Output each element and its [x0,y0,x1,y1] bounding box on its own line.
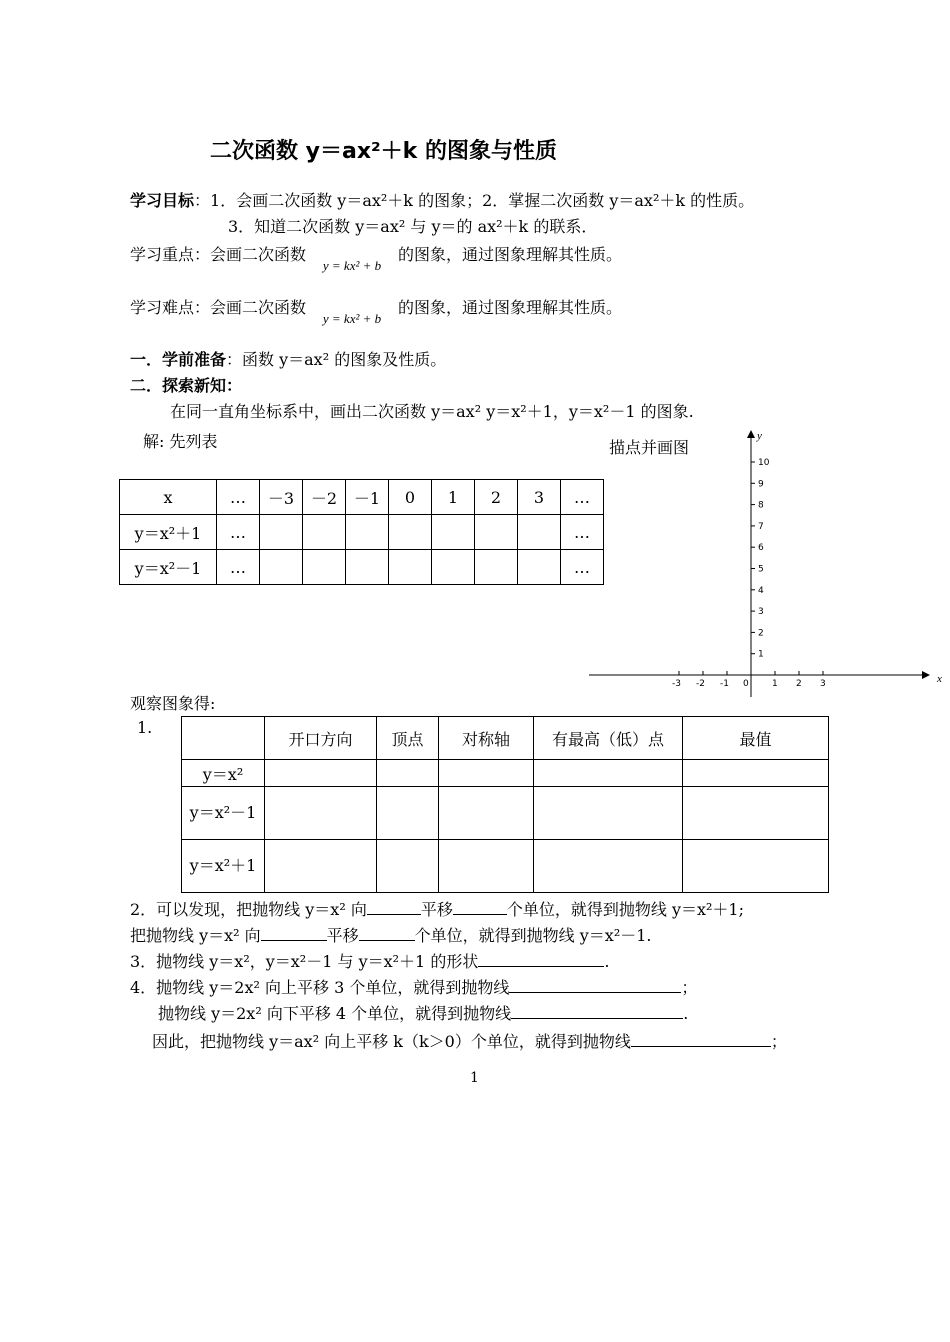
y-tick-label: 1 [758,649,764,660]
key-point-prefix: 学习重点：会画二次函数 [130,245,307,264]
answer-blank[interactable] [631,1030,771,1047]
difficulty-suffix: 的图象，通过图象理解其性质。 [398,298,623,317]
row-label-cell: y＝x²＋1 [120,515,217,550]
q2b-text-2: 平移 [326,926,359,945]
empty-cell[interactable] [265,760,377,787]
origin-label: 0 [743,679,749,689]
q3-text-1: 3．抛物线 y＝x²，y＝x²－1 与 y＝x²＋1 的形状 [130,952,479,971]
section-2-label: 二．探索新知： [130,376,243,395]
value-table [119,479,604,585]
y-tick-label: 9 [758,479,764,490]
table-row [182,717,829,760]
y-ticks [751,458,770,660]
x-cell: 2 [475,480,518,515]
q2a-text-2: 平移 [420,900,453,919]
table-row [120,550,604,585]
x-cell: … [561,480,604,515]
x-axis-label: x [937,673,942,685]
x-cell: 1 [432,480,475,515]
x-cell: 3 [518,480,561,515]
difficulty [130,297,623,326]
q3-text-2: . [604,952,610,971]
section-1-text: ：函数 y＝ax² 的图象及性质。 [226,350,447,369]
empty-cell[interactable] [475,550,518,585]
empty-cell[interactable] [683,840,829,893]
objectives-line-2: 3．知道二次函数 y＝ax² 与 y＝的 ax²＋k 的联系． [228,217,598,236]
empty-cell[interactable] [377,840,439,893]
y-tick-label: 3 [758,607,764,618]
question-4c [152,1030,787,1053]
empty-cell[interactable] [432,550,475,585]
q2a-text-3: 个单位，就得到抛物线 y＝x²＋1; [506,900,744,919]
answer-blank[interactable] [261,924,327,941]
row-label-cell: y＝x²－1 [120,550,217,585]
answer-blank[interactable] [359,924,415,941]
empty-cell[interactable] [475,515,518,550]
q4a-text-2: ； [681,978,698,997]
header-cell: 开口方向 [265,717,377,760]
empty-cell[interactable] [260,550,303,585]
empty-cell[interactable] [439,840,534,893]
empty-cell[interactable] [518,550,561,585]
empty-cell[interactable] [303,550,346,585]
q4c-text-2: ； [770,1032,787,1051]
x-tick-label: 3 [820,679,826,689]
key-point-suffix: 的图象，通过图象理解其性质。 [398,245,623,264]
y-axis-label: y [757,430,762,442]
solution-label: 解: 先列表 [143,432,218,451]
header-cell: 对称轴 [439,717,534,760]
empty-cell[interactable] [389,515,432,550]
x-cell: －1 [346,480,389,515]
properties-table [181,716,829,893]
y-tick-label: 4 [758,585,764,596]
x-cell: －3 [260,480,303,515]
x-tick-label: 1 [772,679,778,689]
observe-label: 观察图象得: [130,694,216,713]
x-cell: －2 [303,480,346,515]
question-2a [130,898,744,921]
empty-cell[interactable] [265,787,377,840]
question-3 [130,950,609,973]
ellipsis-cell: … [217,515,260,550]
empty-cell[interactable] [439,760,534,787]
table-row [182,840,829,893]
empty-cell[interactable] [518,515,561,550]
row-label-cell: y＝x²－1 [182,787,265,840]
ellipsis-cell: … [561,515,604,550]
x-tick-label: -1 [720,679,729,689]
objectives-label: 学习目标 [130,191,195,210]
section-1-label: 一．学前准备 [130,350,227,369]
x-tick-label: 2 [796,679,802,689]
task-text: 在同一直角坐标系中，画出二次函数 y＝ax² y＝x²＋1，y＝x²－1 的图象. [170,402,694,421]
x-header-cell: x [120,480,217,515]
empty-cell[interactable] [534,787,683,840]
question-4b [158,1002,688,1025]
q2b-text-3: 个单位，就得到抛物线 y＝x²－1. [414,926,652,945]
empty-cell[interactable] [260,515,303,550]
x-ticks [672,671,826,689]
empty-cell[interactable] [389,550,432,585]
y-tick-label: 5 [758,564,764,575]
q4b-text-2: . [683,1004,689,1023]
answer-blank[interactable] [478,950,604,967]
q4b-text-1: 抛物线 y＝2x² 向下平移 4 个单位，就得到抛物线 [158,1004,512,1023]
table-row [120,515,604,550]
empty-cell[interactable] [683,760,829,787]
empty-cell[interactable] [265,840,377,893]
header-cell [182,717,265,760]
empty-cell[interactable] [534,840,683,893]
difficulty-formula: y = kx² + b [322,311,382,326]
empty-cell[interactable] [346,515,389,550]
table-row [120,480,604,515]
answer-blank[interactable] [511,1002,683,1019]
y-tick-label: 2 [758,628,764,639]
ellipsis-cell: … [217,550,260,585]
coordinate-graph [585,425,945,705]
y-tick-label: 10 [758,458,770,468]
ellipsis-cell: … [561,550,604,585]
answer-blank[interactable] [453,898,507,915]
q4c-text-1: 因此，把抛物线 y＝ax² 向上平移 k（k＞0）个单位，就得到抛物线 [152,1032,631,1051]
page-number: 1 [470,1070,479,1086]
header-cell: 最值 [683,717,829,760]
empty-cell[interactable] [377,787,439,840]
question-2b [130,924,652,947]
x-cell: … [217,480,260,515]
row-label-cell: y＝x² [182,760,265,787]
empty-cell[interactable] [303,515,346,550]
graph-label: 描点并画图 [609,438,690,457]
row-label-cell: y＝x²＋1 [182,840,265,893]
page-title: 二次函数 y＝ax²＋k 的图象与性质 [210,139,557,164]
x-tick-label: -2 [696,679,705,689]
y-tick-label: 6 [758,543,764,554]
empty-cell[interactable] [432,515,475,550]
empty-cell[interactable] [439,787,534,840]
y-tick-label: 8 [758,500,764,511]
y-tick-label: 7 [758,521,764,532]
empty-cell[interactable] [683,787,829,840]
table-row [182,760,829,787]
objectives-line-1 [130,190,754,212]
q2b-text-1: 把抛物线 y＝x² 向 [130,926,261,945]
key-point [130,244,623,273]
q2a-text-1: 2．可以发现，把抛物线 y＝x² 向 [130,900,367,919]
empty-cell[interactable] [377,760,439,787]
key-point-formula: y = kx² + b [322,258,382,273]
header-cell: 有最高（低）点 [534,717,683,760]
q4a-text-1: 4．抛物线 y＝2x² 向上平移 3 个单位，就得到抛物线 [130,978,510,997]
empty-cell[interactable] [534,760,683,787]
difficulty-prefix: 学习难点：会画二次函数 [130,298,307,317]
answer-blank[interactable] [509,976,681,993]
x-cell: 0 [389,480,432,515]
header-cell: 顶点 [377,717,439,760]
answer-blank[interactable] [367,898,421,915]
objectives-text-1: ：1．会画二次函数 y＝ax²＋k 的图象；2．掌握二次函数 y＝ax²＋k 的性质。 [194,191,755,210]
item-1-label: 1. [137,718,153,737]
section-1 [130,349,446,371]
x-tick-label: -3 [672,679,681,689]
empty-cell[interactable] [346,550,389,585]
table-row [182,787,829,840]
question-4a [130,976,697,999]
